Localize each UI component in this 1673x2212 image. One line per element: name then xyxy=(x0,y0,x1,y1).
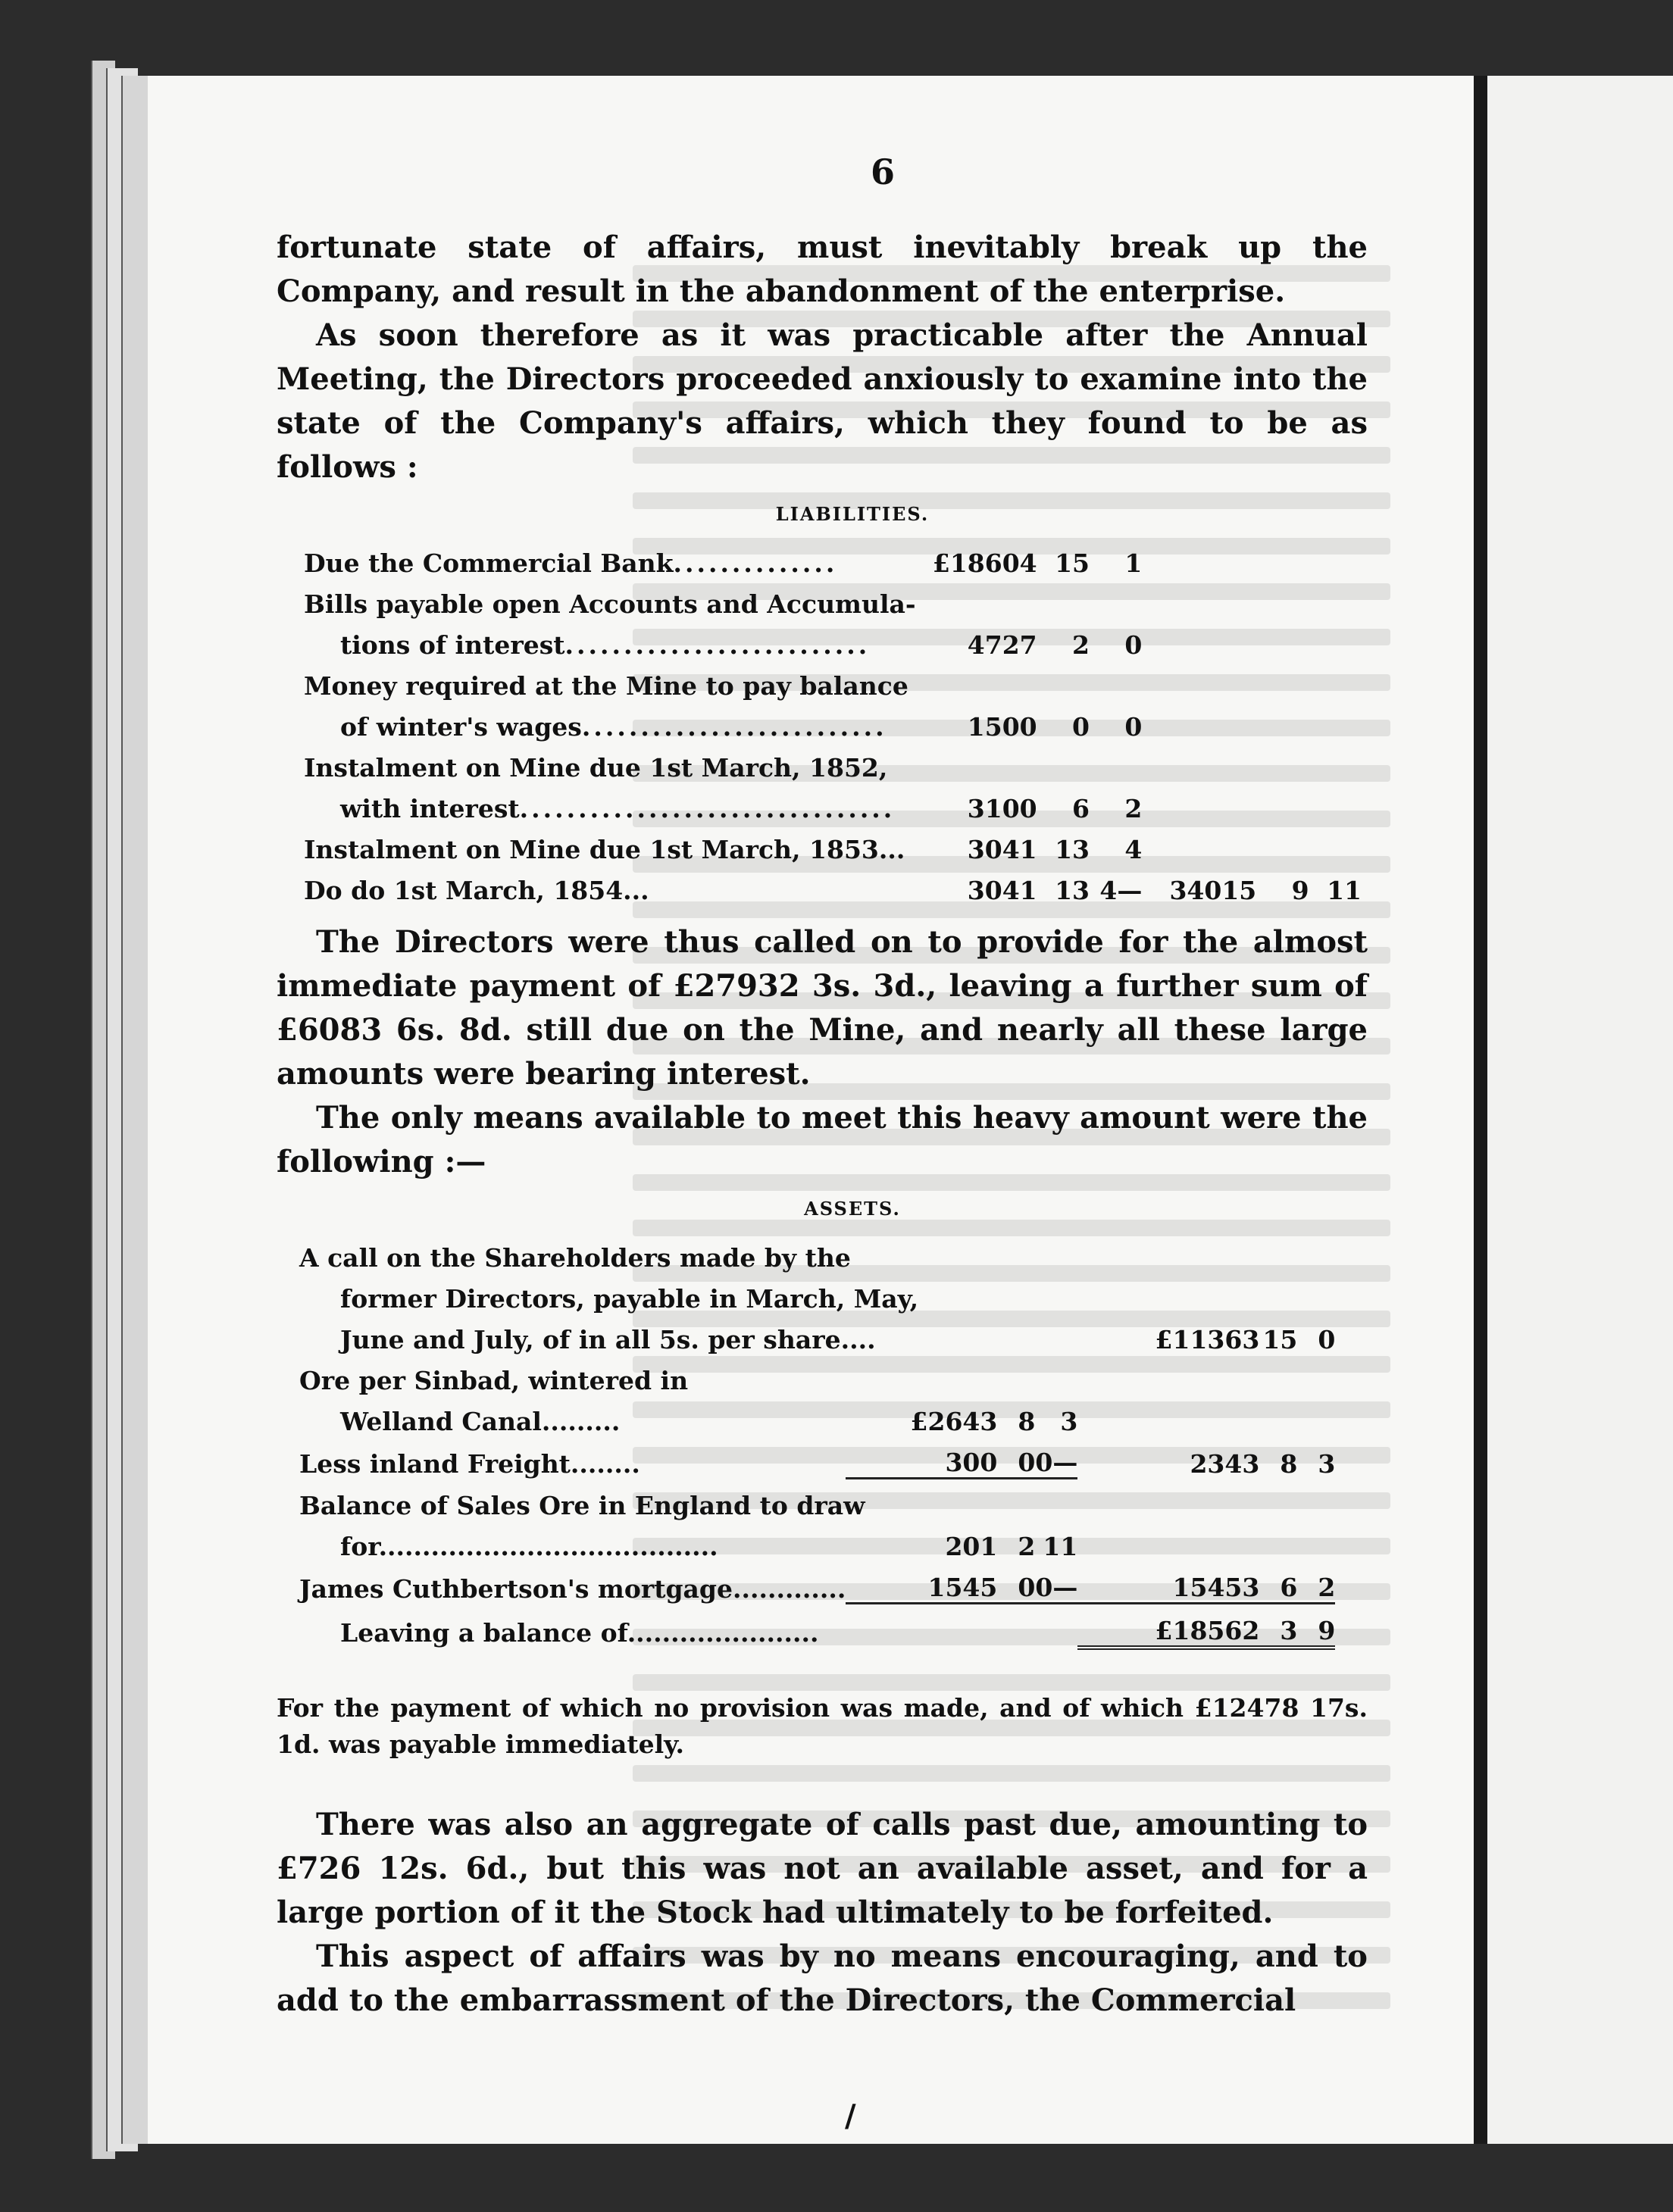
page-number: 6 xyxy=(870,152,895,192)
paragraph: As soon therefore as it was practicable after the Annual Meeting, the Directors proceeded anxiously to examine into the state of the Company's affairs, which they found to be as follows : xyxy=(277,317,1368,485)
amount-pence: 0— xyxy=(1035,1561,1077,1604)
total-pounds xyxy=(1148,701,1262,742)
leader-dots: ................................ xyxy=(519,794,896,823)
description-text: Do do 1st March, 1854... xyxy=(304,876,649,905)
amount-shillings: 15 xyxy=(1262,1325,1298,1354)
total-pounds xyxy=(1148,537,1262,578)
total-pounds: 15453 xyxy=(1077,1561,1259,1604)
total-shillings xyxy=(1262,578,1315,619)
amount-shillings xyxy=(1043,660,1096,701)
total-pounds xyxy=(1148,578,1262,619)
asset-description: A call on the Shareholders made by the xyxy=(299,1243,851,1273)
amount-pounds: 3041 xyxy=(967,835,1037,864)
table-row xyxy=(277,864,1368,905)
total-pence xyxy=(1315,783,1368,823)
table-row xyxy=(277,1395,1368,1436)
amount-pounds: £2643 xyxy=(910,1407,998,1436)
description-text: with interest xyxy=(340,794,520,823)
amount-pounds: 201 xyxy=(945,1532,998,1561)
table-row xyxy=(277,1273,1368,1314)
total-shillings xyxy=(1262,619,1315,660)
total-shillings xyxy=(1262,823,1315,864)
amount-pounds: 1545 xyxy=(846,1561,997,1604)
description-text: Instalment on Mine due 1st March, 1853... xyxy=(304,835,905,864)
total-pence: 2 xyxy=(1297,1561,1335,1604)
description-text: of winter's wages xyxy=(340,712,582,742)
table-row xyxy=(277,1561,1368,1604)
leader-dots: .......................... xyxy=(564,630,871,660)
asset-description: Ore per Sinbad, wintered in xyxy=(299,1366,689,1395)
description-text: Due the Commercial Bank xyxy=(304,548,674,578)
total-pence xyxy=(1315,578,1368,619)
balance-shillings: 3 xyxy=(1259,1604,1297,1648)
amount-pence: 4 xyxy=(1124,835,1143,864)
table-row xyxy=(277,1232,1368,1273)
paragraph: This aspect of affairs was by no means encouraging, and to add to the embarrassment of the Directors, the Commercial xyxy=(277,1939,1368,2018)
total-pence xyxy=(1315,619,1368,660)
total-shillings xyxy=(1262,742,1315,783)
amount-shillings: 6 xyxy=(1072,794,1090,823)
total-shillings xyxy=(1262,537,1315,578)
amount-pence: 2 xyxy=(1124,794,1143,823)
page-content xyxy=(277,152,1368,2023)
amount-shillings: 8 xyxy=(1018,1407,1036,1436)
amount-pence: 0 xyxy=(1124,712,1143,742)
document-page xyxy=(148,76,1474,2144)
amount-shillings xyxy=(1043,742,1096,783)
liability-description xyxy=(277,701,929,742)
total-shillings xyxy=(1262,701,1315,742)
total-shillings xyxy=(1262,783,1315,823)
table-row xyxy=(277,537,1368,578)
amount-pence: 3 xyxy=(1060,1407,1078,1436)
table-row xyxy=(277,1520,1368,1561)
liability-description xyxy=(277,742,929,783)
table-row xyxy=(277,1604,1368,1648)
description-text: Bills payable open Accounts and Accumula- xyxy=(304,589,916,619)
asset-description: Less inland Freight........ xyxy=(299,1448,640,1479)
amount-pence xyxy=(1096,660,1148,701)
table-row xyxy=(277,1354,1368,1395)
amount-pounds xyxy=(929,578,1043,619)
asset-description: Balance of Sales Ore in England to draw xyxy=(299,1491,865,1520)
asset-description: for....................................... xyxy=(340,1532,718,1561)
asset-description: former Directors, payable in March, May, xyxy=(340,1284,919,1314)
print-mark: / xyxy=(845,2098,856,2134)
amount-pence: 0 xyxy=(1318,1325,1336,1354)
amount-pence: 1 xyxy=(1124,548,1143,578)
balance-label: Leaving a balance of...................... xyxy=(340,1618,819,1648)
page-gutter xyxy=(1474,76,1487,2144)
balance-pounds: £18562 xyxy=(1077,1604,1259,1648)
amount-shillings xyxy=(1043,578,1096,619)
table-row xyxy=(277,660,1368,701)
amount-pounds: 3041 xyxy=(967,876,1037,905)
amount-shillings: 13 xyxy=(1055,876,1090,905)
amount-pence: 11 xyxy=(1043,1532,1078,1561)
table-row xyxy=(277,1479,1368,1521)
total-pence xyxy=(1315,701,1368,742)
amount-pounds: 4727 xyxy=(967,630,1037,660)
paragraph: fortunate state of affairs, must inevitably break up the Company, and result in the abandonment of the enterprise. xyxy=(277,230,1368,309)
liabilities-table xyxy=(277,537,1368,905)
amount-shillings: 2 xyxy=(1018,1532,1036,1561)
amount-pounds xyxy=(929,660,1043,701)
total-pence xyxy=(1315,660,1368,701)
paragraph: For the payment of which no provision was made, and of which £12478 17s. 1d. was payable immediately. xyxy=(277,1693,1368,1759)
amount-shillings: 13 xyxy=(1055,835,1090,864)
leader-dots: .............. xyxy=(673,548,838,578)
paragraph: The Directors were thus called on to provide for the almost immediate payment of £27932 3s. 3d., leaving a further sum of £6083 6s. 8d. still due on the Mine, and nearly all these large amounts were bearing interest. xyxy=(277,924,1368,1092)
balance-pence: 9 xyxy=(1297,1604,1335,1648)
amount-pounds xyxy=(929,742,1043,783)
total-pounds xyxy=(1148,660,1262,701)
total-shillings xyxy=(1262,660,1315,701)
paragraph: The only means available to meet this heavy amount were the following :— xyxy=(277,1100,1368,1179)
liability-description xyxy=(277,578,929,619)
amount-shillings: 0 xyxy=(997,1561,1035,1604)
total-pence: 3 xyxy=(1318,1448,1336,1479)
liability-description xyxy=(277,660,929,701)
total-pence xyxy=(1315,823,1368,864)
table-row xyxy=(277,823,1368,864)
amount-shillings: 2 xyxy=(1072,630,1090,660)
amount-pounds: 1500 xyxy=(967,712,1037,742)
table-row xyxy=(277,1314,1368,1354)
total-pounds: 34015 xyxy=(1169,876,1257,905)
amount-pounds: £11363 xyxy=(1155,1325,1260,1354)
amount-pence: 0— xyxy=(1035,1436,1077,1479)
leader-dots: .......................... xyxy=(581,712,887,742)
asset-description: James Cuthbertson's mortgage............. xyxy=(299,1573,846,1604)
description-text: Instalment on Mine due 1st March, 1852, xyxy=(304,753,888,783)
table-row xyxy=(277,619,1368,660)
description-text: tions of interest xyxy=(340,630,565,660)
amount-shillings: 15 xyxy=(1055,548,1090,578)
total-shillings: 6 xyxy=(1259,1561,1297,1604)
liability-description xyxy=(277,619,929,660)
amount-pounds: £18604 xyxy=(932,548,1037,578)
facing-page xyxy=(1487,76,1673,2144)
total-pounds: 2343 xyxy=(1190,1448,1260,1479)
liability-description xyxy=(277,823,929,864)
liability-description xyxy=(277,783,929,823)
table-row xyxy=(277,1436,1368,1479)
assets-heading: ASSETS. xyxy=(804,1198,901,1220)
amount-pounds: 300 xyxy=(846,1436,997,1479)
asset-description: Welland Canal......... xyxy=(340,1407,621,1436)
liability-description xyxy=(277,537,929,578)
amount-pence: 4— xyxy=(1099,876,1143,905)
total-pounds xyxy=(1148,742,1262,783)
amount-pence xyxy=(1096,742,1148,783)
amount-shillings: 0 xyxy=(1072,712,1090,742)
amount-pence: 0 xyxy=(1124,630,1143,660)
table-row xyxy=(277,783,1368,823)
total-shillings: 8 xyxy=(1280,1448,1298,1479)
total-shillings: 9 xyxy=(1291,876,1309,905)
total-pence xyxy=(1315,537,1368,578)
description-text: Money required at the Mine to pay balance xyxy=(304,671,908,701)
total-pounds xyxy=(1148,783,1262,823)
total-pence: 11 xyxy=(1327,876,1362,905)
total-pounds xyxy=(1148,823,1262,864)
paragraph: There was also an aggregate of calls past due, amounting to £726 12s. 6d., but this was not an available asset, and for a large portion of it the Stock had ultimately to be forfeited. xyxy=(277,1807,1368,1930)
asset-description: June and July, of in all 5s. per share.... xyxy=(340,1325,876,1354)
amount-shillings: 0 xyxy=(997,1436,1035,1479)
amount-pence xyxy=(1096,578,1148,619)
liability-description xyxy=(277,864,929,905)
liabilities-heading: LIABILITIES. xyxy=(775,503,930,525)
assets-table xyxy=(277,1232,1368,1650)
table-row xyxy=(277,701,1368,742)
total-pence xyxy=(1315,742,1368,783)
table-row xyxy=(277,578,1368,619)
total-pounds xyxy=(1148,619,1262,660)
table-row xyxy=(277,742,1368,783)
amount-pounds: 3100 xyxy=(967,794,1037,823)
